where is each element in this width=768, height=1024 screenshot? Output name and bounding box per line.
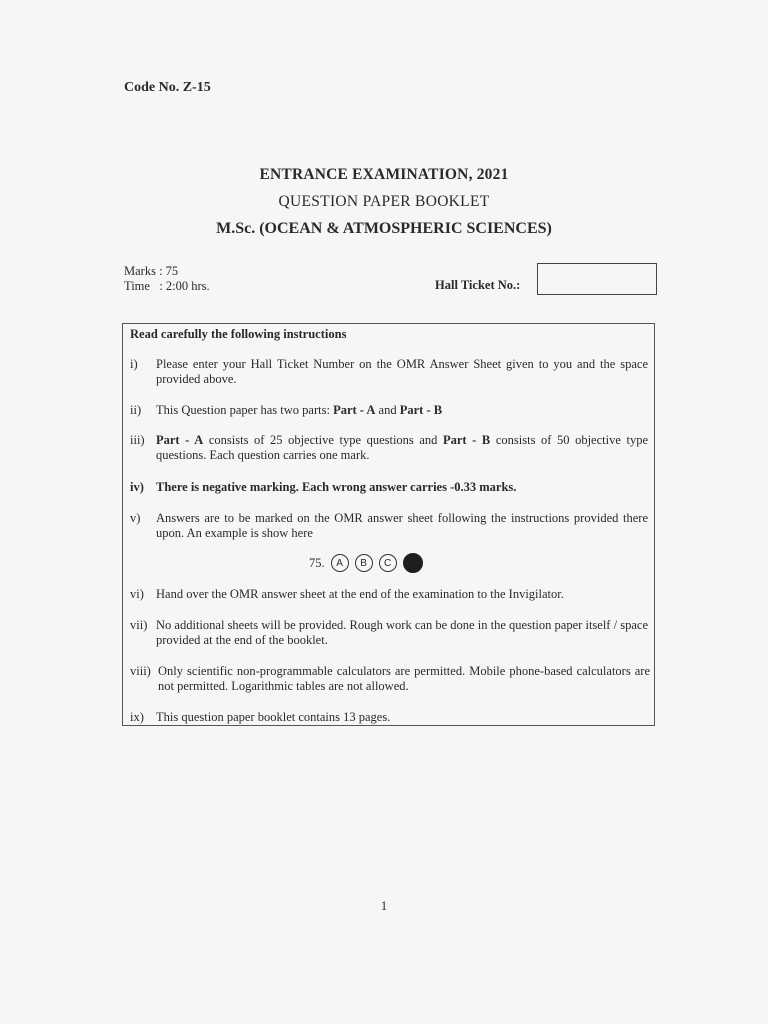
instruction-number: iii) <box>130 433 145 447</box>
instruction-text: No additional sheets will be provided. Rough work can be done in the question paper itself / space provided at the end of the booklet. <box>156 618 648 647</box>
marks-text: Marks : 75 <box>124 264 179 278</box>
marks-time-block <box>124 264 210 294</box>
instruction-number: vi) <box>130 587 144 601</box>
instruction-number: vii) <box>130 618 148 632</box>
instruction-number: ix) <box>130 710 144 724</box>
bubble-option-c: C <box>379 554 397 572</box>
booklet-title: QUESTION PAPER BOOKLET <box>278 193 490 210</box>
instruction-text: Hand over the OMR answer sheet at the end of the examination to the Invigilator. <box>156 587 564 601</box>
course-title: M.Sc. (OCEAN & ATMOSPHERIC SCIENCES) <box>216 220 552 237</box>
instruction-text: There is negative marking. Each wrong answer carries -0.33 marks. <box>156 480 517 494</box>
bubble-option-b: B <box>355 554 373 572</box>
page-number: 1 <box>380 898 388 913</box>
instruction-number: iv) <box>130 480 144 494</box>
instruction-text: Part - A consists of 25 objective type questions and Part - B consists of 50 objective type questions. Each question carries one mark. <box>156 433 648 462</box>
instruction-text: Only scientific non-programmable calculators are permitted. Mobile phone-based calculators are not permitted. Logarithmic tables are not allowed. <box>158 664 650 693</box>
example-question-number: 75. <box>309 555 325 570</box>
instruction-number: v) <box>130 511 141 525</box>
bubble-filled <box>403 553 423 573</box>
omr-example <box>309 553 423 573</box>
hall-ticket-label: Hall Ticket No.: <box>435 278 521 292</box>
instruction-number: ii) <box>130 403 142 417</box>
instruction-text: This Question paper has two parts: Part - A and Part - B <box>156 403 443 417</box>
instructions-heading: Read carefully the following instructions <box>130 327 347 341</box>
exam-title: ENTRANCE EXAMINATION, 2021 <box>259 166 509 183</box>
hall-ticket-box[interactable] <box>537 263 657 295</box>
instruction-number: viii) <box>130 664 151 678</box>
instruction-text: Please enter your Hall Ticket Number on the OMR Answer Sheet given to you and the space provided above. <box>156 357 648 386</box>
code-number: Code No. Z-15 <box>124 80 211 95</box>
instructions-box <box>122 323 655 726</box>
instruction-text: Answers are to be marked on the OMR answer sheet following the instructions provided there upon. An example is show here <box>156 511 648 540</box>
instruction-text: This question paper booklet contains 13 pages. <box>156 710 391 724</box>
instruction-number: i) <box>130 357 138 371</box>
bubble-option-a: A <box>331 554 349 572</box>
time-text: Time : 2:00 hrs. <box>124 279 210 293</box>
